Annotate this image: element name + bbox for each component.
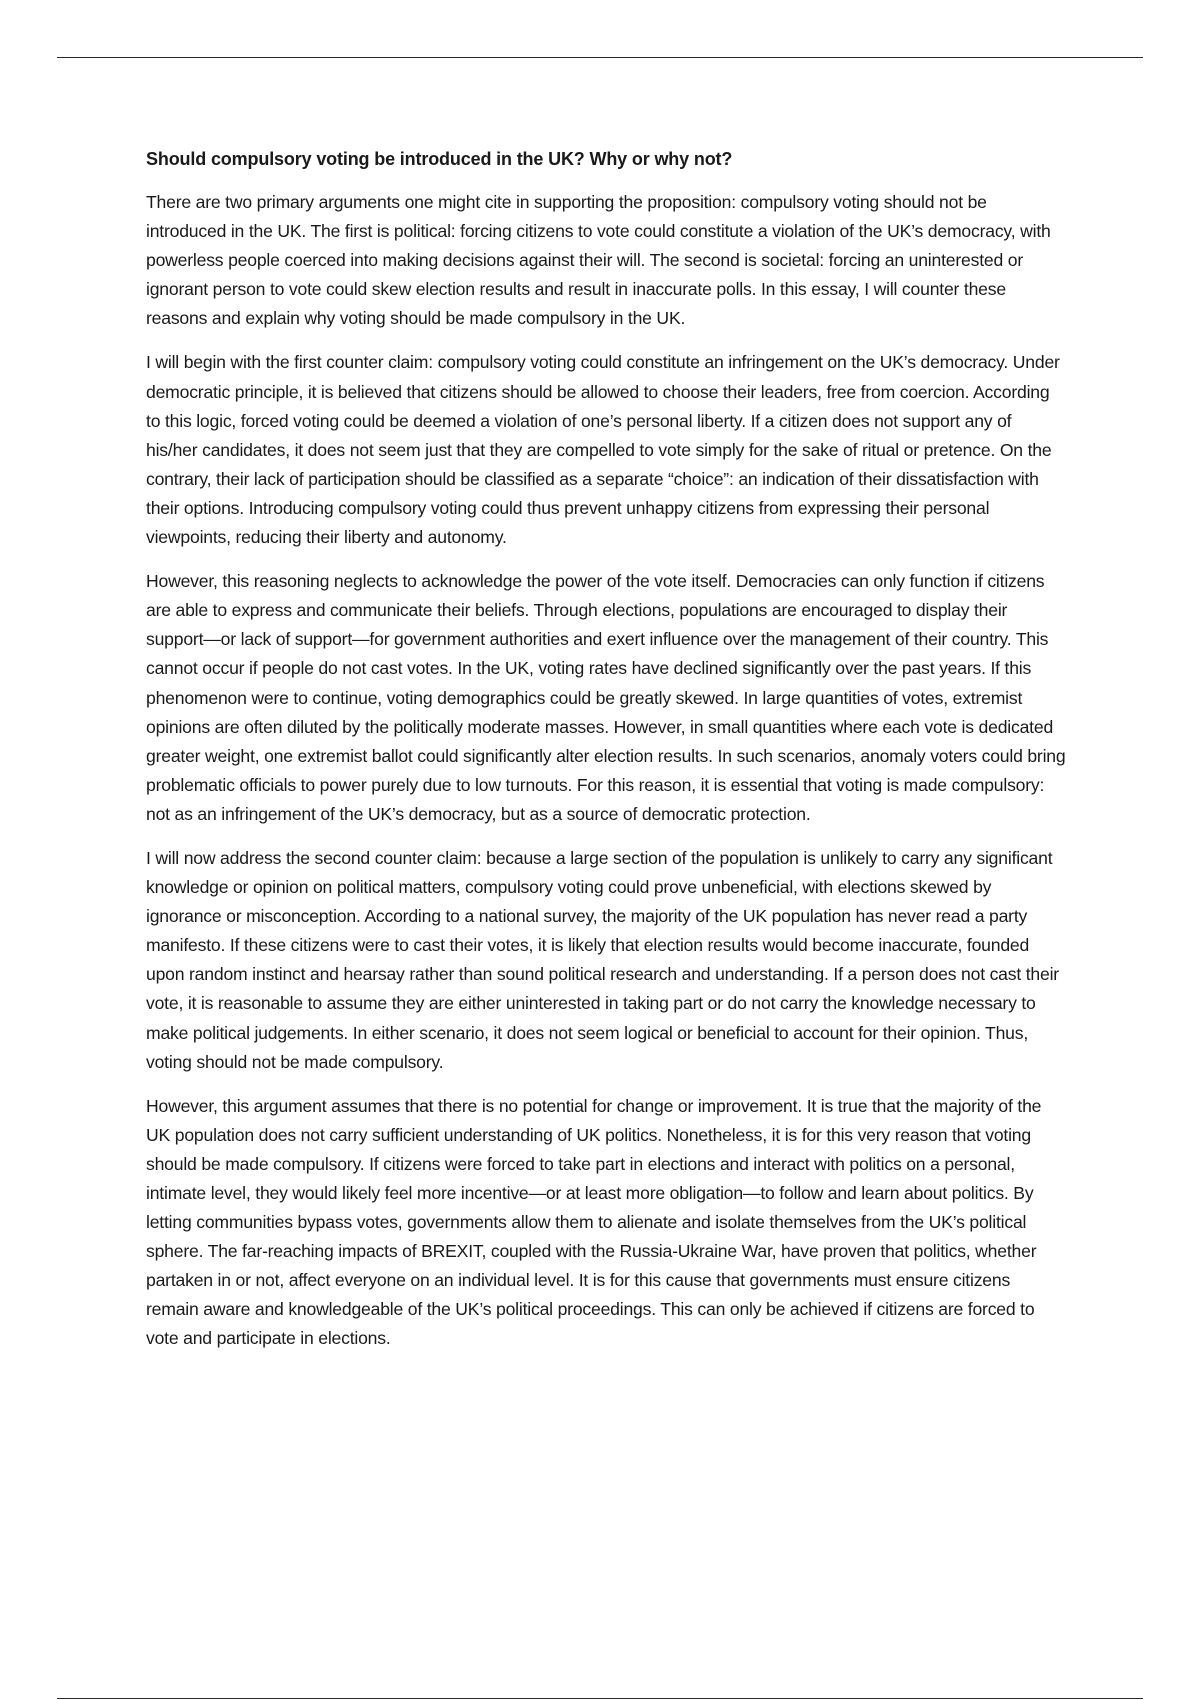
paragraph-first-rebuttal: However, this reasoning neglects to acknowledge the power of the vote itself. Democracies can only function if citizens are able to express and communicate their beliefs. Through elections, populations are encouraged to display their support—or lack of support—for government authorities and exert influence over the management of their country. This cannot occur if people do not cast votes. In the UK, voting rates have declined significantly over the past years. If this phenomenon were to continue, voting demographics could be greatly skewed. In large quantities of votes, extremist opinions are often diluted by the politically moderate masses. However, in small quantities where each vote is dedicated greater weight, one extremist ballot could significantly alter election results. In such scenarios, anomaly voters could bring problematic officials to power purely due to low turnouts. For this reason, it is essential that voting is made compulsory: not as an infringement of the UK’s democracy, but as a source of democratic protection.	[146, 571, 1066, 824]
essay-title: Should compulsory voting be introduced in the UK? Why or why not?	[146, 149, 733, 169]
paragraph-introduction: There are two primary arguments one might cite in supporting the proposition: compulsory voting should not be introduced in the UK. The first is political: forcing citizens to vote could constitute a violation of the UK’s democracy, with powerless people coerced into making decisions against their will. The second is societal: forcing an uninterested or ignorant person to vote could skew election results and result in inaccurate polls. In this essay, I will counter these reasons and explain why voting should be made compulsory in the UK.	[146, 192, 1051, 329]
paragraph-first-counter-claim: I will begin with the first counter claim: compulsory voting could constitute an infringement on the UK’s democracy. Under democratic principle, it is believed that citizens should be allowed to choose their leaders, free from coercion. According to this logic, forced voting could be deemed a violation of one’s personal liberty. If a citizen does not support any of his/her candidates, it does not seem just that they are compelled to vote simply for the sake of ritual or pretence. On the contrary, their lack of participation should be classified as a separate “choice”: an indication of their dissatisfaction with their options. Introducing compulsory voting could thus prevent unhappy citizens from expressing their personal viewpoints, reducing their liberty and autonomy.	[146, 352, 1060, 548]
footer-rule	[57, 1698, 1143, 1699]
paragraph-second-counter-claim: I will now address the second counter claim: because a large section of the population is unlikely to carry any significant knowledge or opinion on political matters, compulsory voting could prove unbeneficial, with elections skewed by ignorance or misconception. According to a national survey, the majority of the UK population has never read a party manifesto. If these citizens were to cast their votes, it is likely that election results would become inaccurate, founded upon random instinct and hearsay rather than sound political research and understanding. If a person does not cast their vote, it is reasonable to assume they are either uninterested in taking part or do not carry the knowledge necessary to make political judgements. In either scenario, it does not seem logical or beneficial to account for their opinion. Thus, voting should not be made compulsory.	[146, 847, 1059, 1072]
essay-body	[146, 146, 1066, 1369]
paragraph-second-rebuttal: However, this argument assumes that there is no potential for change or improvement. It is true that the majority of the UK population does not carry sufficient understanding of UK politics. Nonetheless, it is for this very reason that voting should be made compulsory. If citizens were forced to take part in elections and interact with politics on a personal, intimate level, they would likely feel more incentive—or at least more obligation—to follow and learn about politics. By letting communities bypass votes, governments allow them to alienate and isolate themselves from the UK’s political sphere. The far-reaching impacts of BREXIT, coupled with the Russia-Ukraine War, have proven that politics, whether partaken in or not, affect everyone on an individual level. It is for this cause that governments must ensure citizens remain aware and knowledgeable of the UK’s political proceedings. This can only be achieved if citizens are forced to vote and participate in elections.	[146, 1095, 1042, 1349]
header-rule	[57, 57, 1143, 58]
